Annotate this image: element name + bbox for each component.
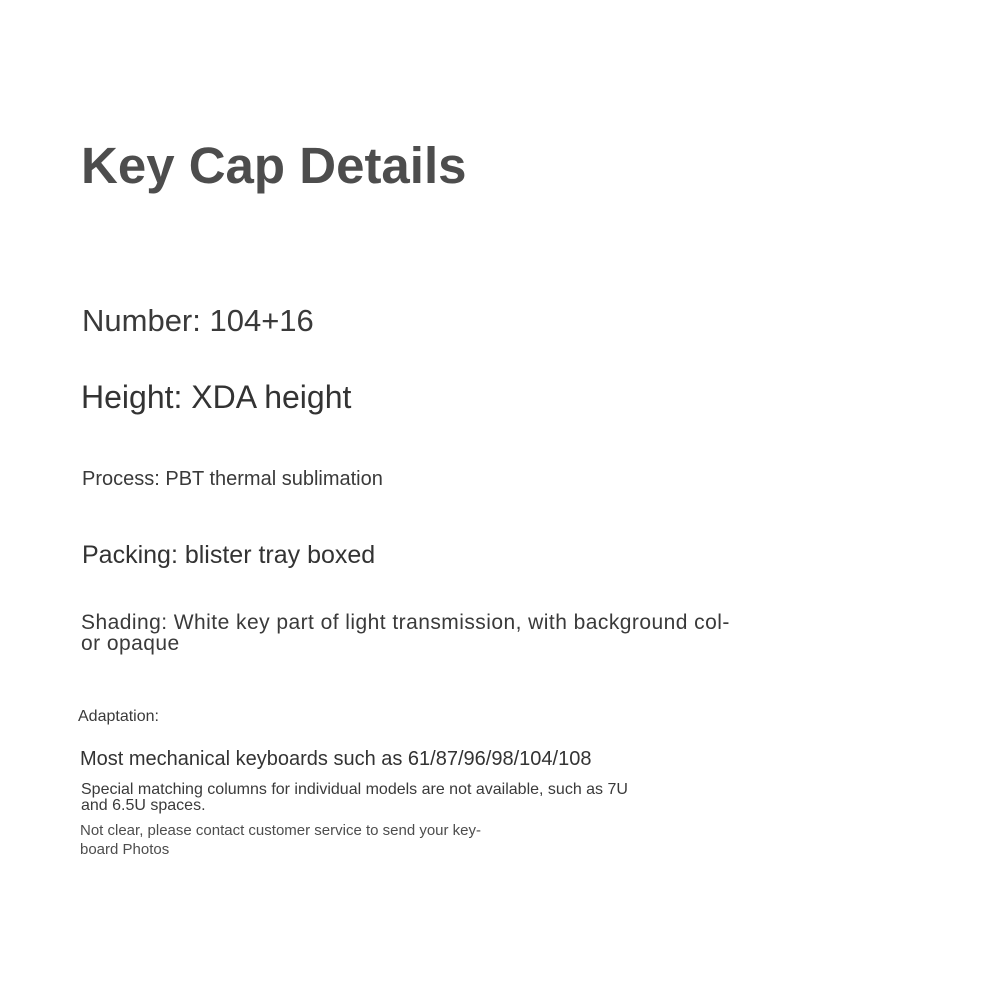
spec-shading-line-1: Shading: White key part of light transmission, with background col- — [81, 611, 730, 634]
adaptation-main: Most mechanical keyboards such as 61/87/96/98/104/108 — [80, 748, 592, 770]
spec-number: Number: 104+16 — [82, 303, 314, 338]
page-title: Key Cap Details — [81, 137, 467, 194]
adaptation-contact — [80, 821, 481, 859]
adaptation-note-line-1: Special matching columns for individual models are not available, such as 7U — [81, 781, 628, 798]
adaptation-note-line-2: and 6.5U spaces. — [81, 797, 206, 814]
spec-shading-line-2: or opaque — [81, 631, 180, 655]
spec-shading — [81, 613, 730, 654]
spec-process: Process: PBT thermal sublimation — [82, 468, 383, 490]
adaptation-note — [81, 782, 628, 814]
adaptation-label: Adaptation: — [78, 708, 159, 725]
adaptation-contact-line-1: Not clear, please contact customer service to send your key- — [80, 822, 482, 839]
adaptation-contact-line-2: board Photos — [80, 841, 170, 858]
spec-height: Height: XDA height — [81, 379, 352, 415]
spec-packing: Packing: blister tray boxed — [82, 541, 376, 569]
